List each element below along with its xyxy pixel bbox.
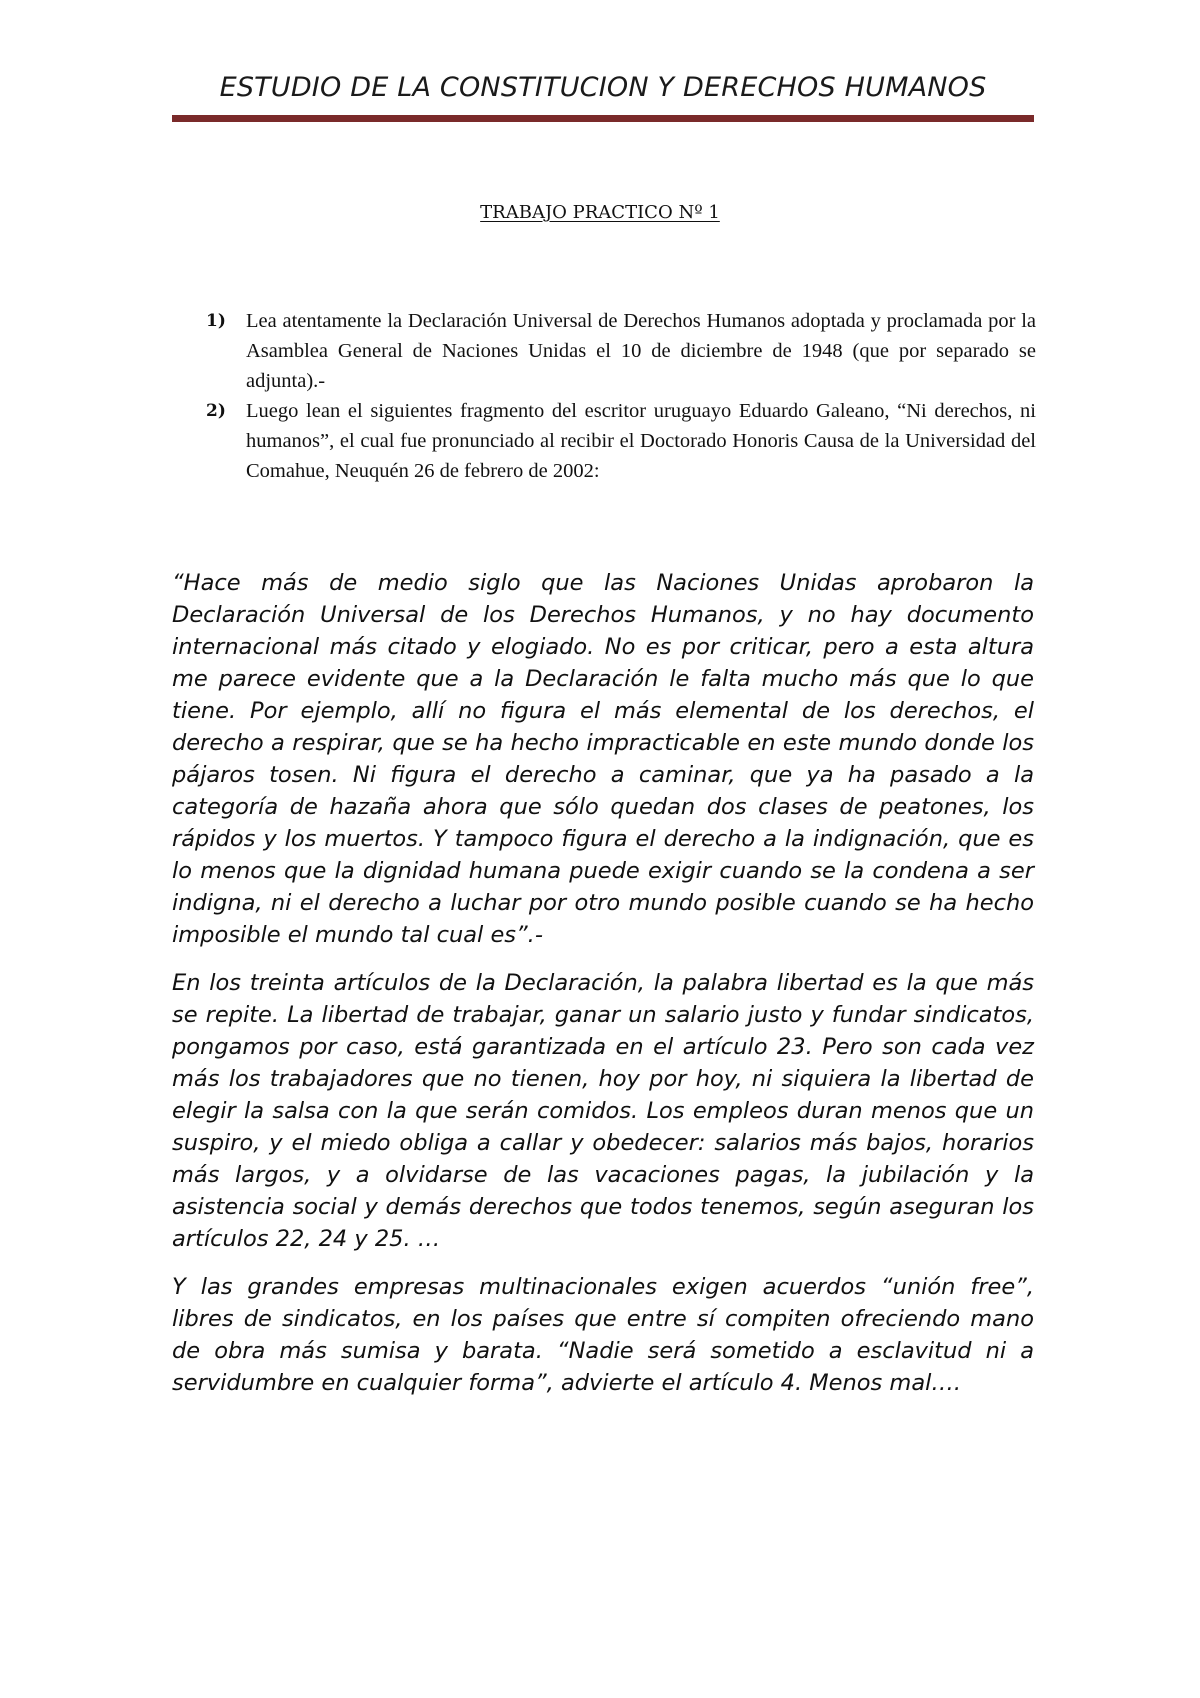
quote-paragraph: Y las grandes empresas multinacionales exigen acuerdos “unión free”, libres de sindicatos, en los países que entre sí compiten ofreciendo mano de obra más sumisa y barata. “Nadie será sometido a esclavitud ni a servidumbre en cualquier forma”, advierte el artículo 4. Menos mal…. [172,1274,1034,1396]
quote-paragraph: “Hace más de medio siglo que las Naciones Unidas aprobaron la Declaración Universal de los Derechos Humanos, y no hay documento internacional más citado y elogiado. No es por criticar, pero a esta altura me parece evidente que a la Declaración le falta mucho más que lo que tiene. Por ejemplo, allí no figura el más elemental de los derechos, el derecho a respirar, que se ha hecho impracticable en este mundo donde los pájaros tosen. Ni figura el derecho a caminar, que ya ha pasado a la categoría de hazaña ahora que sólo quedan dos clases de peatones, los rápidos y los muertos. Y tampoco figura el derecho a la indignación, que es lo menos que la dignidad humana puede exigir cuando se la condena a ser indigna, ni el derecho a luchar por otro mundo posible cuando se ha hecho imposible el mundo tal cual es”.- [172,570,1034,948]
instruction-item [206,306,1036,396]
header-divider [172,115,1034,122]
instruction-item [206,396,1036,486]
instruction-number: 2) [206,401,226,421]
instruction-text: Lea atentamente la Declaración Universal de Derechos Humanos adoptada y proclamada por la Asamblea General de Naciones Unidas el 10 de diciembre de 1948 (que por separado se adjunta).- [246,310,1036,392]
quote-paragraph: En los treinta artículos de la Declaración, la palabra libertad es la que más se repite. La libertad de trabajar, ganar un salario justo y fundar sindicatos, pongamos por caso, está garantizada en el artículo 23. Pero son cada vez más los trabajadores que no tienen, hoy por hoy, ni siquiera la libertad de elegir la salsa con la que serán comidos. Los empleos duran menos que un suspiro, y el miedo obliga a callar y obedecer: salarios más bajos, horarios más largos, y a olvidarse de las vacaciones pagas, la jubilación y la asistencia social y demás derechos que todos tenemos, según aseguran los artículos 22, 24 y 25. … [172,970,1034,1252]
galeano-quote [172,567,1034,1415]
header-title: ESTUDIO DE LA CONSTITUCION Y DERECHOS HUMANOS [219,72,987,103]
instruction-list [206,306,1036,486]
instruction-text: Luego lean el siguientes fragmento del escritor uruguayo Eduardo Galeano, “Ni derechos, ni humanos”, el cual fue pronunciado al recibir el Doctorado Honoris Causa de la Universidad del Comahue, Neuquén 26 de febrero de 2002: [246,400,1036,482]
document-subtitle: TRABAJO PRACTICO Nº 1 [480,202,720,223]
instruction-number: 1) [206,311,226,331]
